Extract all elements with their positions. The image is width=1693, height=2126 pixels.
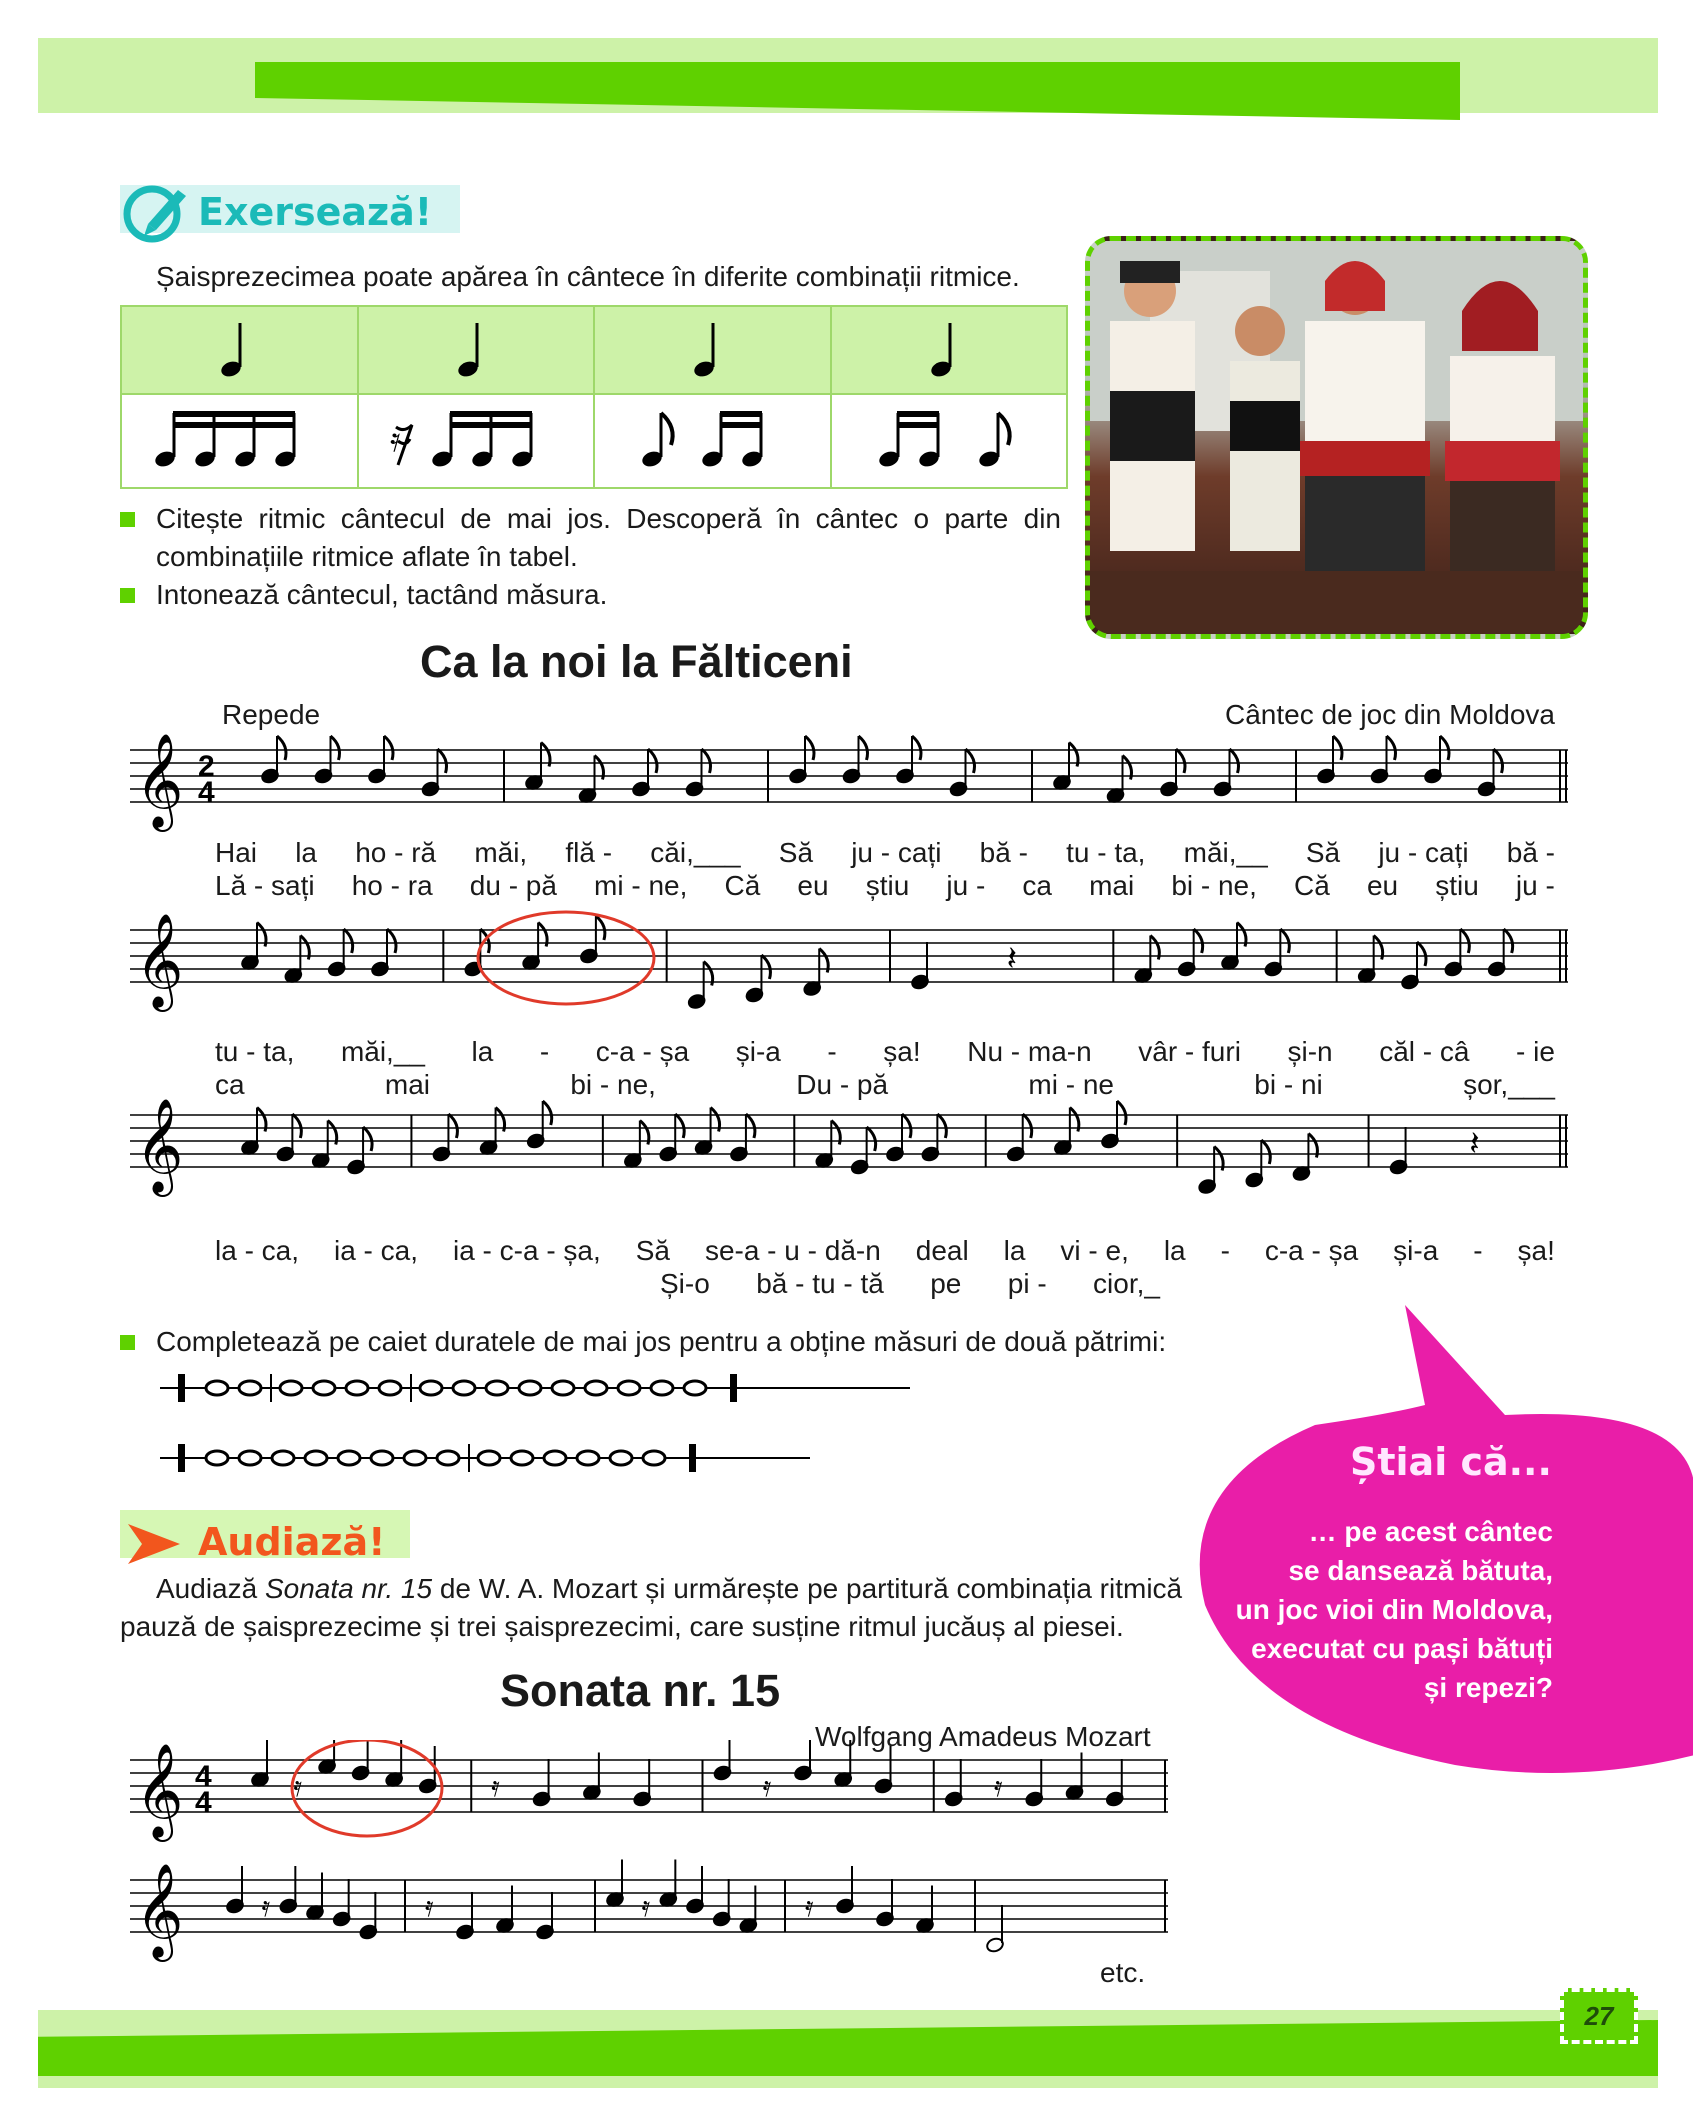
note-flag xyxy=(746,1114,755,1138)
stiai-line: … pe acest cântec xyxy=(1308,1516,1553,1547)
lyric-syllable: măi,__ xyxy=(340,1036,425,1067)
note-flag xyxy=(331,736,340,760)
lyric-syllable: c-a - șa xyxy=(1264,1235,1359,1266)
note-flag xyxy=(448,1114,457,1138)
bullet-text-2: Intonează cântecul, tactând măsura. xyxy=(156,579,608,610)
lyric-syllable: Nu - ma-n xyxy=(967,1036,1092,1067)
durations-exercise xyxy=(150,1368,950,1478)
bullet-icon xyxy=(120,1335,135,1350)
whole-note xyxy=(313,1381,335,1395)
whole-note xyxy=(486,1381,508,1395)
lyric-syllable: Să xyxy=(1305,837,1341,868)
whole-note xyxy=(453,1381,475,1395)
lyric-syllable: - xyxy=(1220,1235,1230,1266)
whole-note xyxy=(544,1451,566,1465)
lyric-syllable: la xyxy=(1163,1235,1186,1266)
note-flag xyxy=(1023,1114,1032,1138)
lyric-syllable: eu xyxy=(797,870,829,901)
final-bar xyxy=(689,1444,696,1472)
lyric-syllable: Că xyxy=(724,870,761,901)
lyric-syllable: vi - e, xyxy=(1060,1235,1129,1266)
lyric-syllable: Du - pă xyxy=(796,1069,889,1100)
sixteenth-rest: 𝄿 xyxy=(805,1891,814,1922)
note-flag xyxy=(966,749,975,773)
rhythm-eighth-two-sixteenths xyxy=(594,394,831,488)
highlight-circle xyxy=(478,912,654,1004)
lyric-syllable: pe xyxy=(930,1268,962,1299)
note-flag xyxy=(867,1127,876,1151)
sixteenth-rest: 𝄿 xyxy=(491,1771,500,1802)
note-flag xyxy=(596,916,605,940)
lyric-syllable: la xyxy=(1003,1235,1026,1266)
lyric-syllable: se-a - u - dă-n xyxy=(704,1235,881,1266)
lyric-syllable: bi - ne, xyxy=(1171,870,1257,901)
lyric-line xyxy=(660,1265,1160,1303)
song-title: Ca la noi la Fălticeni xyxy=(420,636,853,687)
whole-note xyxy=(519,1381,541,1395)
bullet-icon xyxy=(120,512,135,527)
lyric-syllable: du - pă xyxy=(469,870,557,901)
note-flag xyxy=(648,749,657,773)
stiai-line: executat cu pași bătuți xyxy=(1251,1633,1553,1664)
bullet-text-1b: combinațiile ritmice aflate în tabel. xyxy=(156,541,578,572)
note-flag xyxy=(702,749,711,773)
sixteenths-icon xyxy=(612,399,812,479)
lyric-syllable: - xyxy=(539,1036,550,1067)
whole-note xyxy=(206,1381,228,1395)
intro-text: Șaisprezecimea poate apărea în cântece în diferite combinații ritmice. xyxy=(156,261,1020,292)
lyric-syllable: și-n xyxy=(1287,1036,1333,1067)
lyric-syllable: la xyxy=(295,837,317,868)
lyric-syllable: bă - xyxy=(979,837,1028,868)
lyric-syllable: ca xyxy=(215,1069,245,1100)
lyric-syllable: știu xyxy=(865,870,910,901)
final-bar xyxy=(730,1374,737,1402)
treble-clef-icon: 𝄞 xyxy=(135,1865,184,1956)
sixteenths-icon xyxy=(376,399,576,479)
note-flag xyxy=(937,1114,946,1138)
note-flag xyxy=(1194,929,1203,953)
whole-note xyxy=(346,1381,368,1395)
audiaza-line-1: Audiază Sonata nr. 15 de W. A. Mozart și urmărește pe partitură combinația ritmică xyxy=(156,1573,1183,1604)
lyric-syllable: șor,___ xyxy=(1463,1069,1555,1100)
note-flag xyxy=(384,736,393,760)
dancers-photo xyxy=(1085,236,1588,639)
whole-note xyxy=(338,1451,360,1465)
repeat-bar xyxy=(178,1444,185,1472)
lyric-syllable: tu - ta, xyxy=(215,1036,295,1067)
rhythm-quarter-cell xyxy=(831,306,1068,394)
quarter-note-icon xyxy=(209,313,269,383)
sixteenth-rest: 𝄿 xyxy=(994,1771,1003,1802)
rhythm-quarter-cell xyxy=(358,306,595,394)
folk-dancers-illustration xyxy=(1090,241,1583,634)
lyric-syllable: Să xyxy=(635,1235,670,1266)
note-flag xyxy=(1230,749,1239,773)
note-flag xyxy=(1494,749,1503,773)
lyric-syllable: bi - ne, xyxy=(570,1069,656,1100)
note-flag xyxy=(859,736,868,760)
bullet-text-3: Completează pe caiet duratele de mai jos pentru a obține măsuri de două pătrimi: xyxy=(156,1326,1167,1357)
lyric-syllable: deal xyxy=(915,1235,969,1266)
lyric-syllable: și-a xyxy=(735,1036,781,1067)
note-flag xyxy=(1440,736,1449,760)
whole-note xyxy=(206,1451,228,1465)
rhythm-quarter-cell xyxy=(594,306,831,394)
whole-note xyxy=(552,1381,574,1395)
bullet-text-1: Citește ritmic cântecul de mai jos. Descoperă în cântec o parte din xyxy=(156,503,1061,534)
rhythm-table xyxy=(120,305,1068,489)
lyric-syllable: bă - xyxy=(1506,837,1555,868)
note-flag xyxy=(277,736,286,760)
lyric-syllable: ju - cați xyxy=(1378,837,1469,868)
quarter-note-icon xyxy=(446,313,506,383)
sixteenth-rest: 𝄿 xyxy=(762,1771,772,1802)
lyric-syllable: bă - tu - tă xyxy=(756,1268,884,1299)
stiai-text xyxy=(1200,1512,1553,1707)
lyric-syllable: ho - ră xyxy=(355,837,437,868)
lyric-syllable: șa! xyxy=(1517,1235,1555,1266)
lyric-line xyxy=(215,867,1555,905)
time-signature: 4 xyxy=(195,1786,212,1819)
treble-clef-icon: 𝄞 xyxy=(135,735,184,826)
note-flag xyxy=(387,929,396,953)
whole-note xyxy=(379,1381,401,1395)
whole-note xyxy=(239,1451,261,1465)
stiai-line: și repezi? xyxy=(1423,1672,1553,1703)
whole-note xyxy=(511,1451,533,1465)
lyric-syllable: Să xyxy=(778,837,814,868)
sixteenths-icon xyxy=(139,399,339,479)
sixteenth-rest: 𝄿 xyxy=(641,1891,651,1922)
lyric-syllable: la xyxy=(471,1036,494,1067)
sixteenths-icon xyxy=(849,399,1049,479)
time-signature: 4 xyxy=(198,776,215,809)
song-tempo: Repede xyxy=(222,699,321,730)
whole-note xyxy=(478,1451,500,1465)
lyric-syllable: eu xyxy=(1366,870,1399,901)
lyric-syllable: mi - ne, xyxy=(594,870,688,901)
audiaza-line-2: pauză de șaisprezecime și trei șaisprezecimi, care susține ritmul jucăuș al piesei. xyxy=(120,1611,1124,1642)
lyric-syllable: căl - câ xyxy=(1379,1036,1470,1067)
lyric-syllable: șa! xyxy=(883,1036,921,1067)
svg-text:𝄿: 𝄿 xyxy=(389,420,401,459)
note-flag xyxy=(1176,749,1185,773)
rhythm-quarter-cell xyxy=(121,306,358,394)
note-flag xyxy=(438,749,447,773)
quarter-rest: 𝄽 xyxy=(1006,940,1018,978)
lyric-syllable: pi - xyxy=(1007,1268,1047,1299)
time-signature: 2 xyxy=(198,750,215,783)
whole-note xyxy=(437,1451,459,1465)
whole-note xyxy=(585,1381,607,1395)
whole-note xyxy=(684,1381,706,1395)
lyric-syllable: cior,_ xyxy=(1093,1268,1160,1299)
sixteenth-rest: 𝄿 xyxy=(261,1891,271,1922)
note-flag xyxy=(292,1114,301,1138)
song-source: Cântec de joc din Moldova xyxy=(1225,699,1555,730)
lyric-syllable: ia - ca, xyxy=(333,1235,419,1266)
note-flag xyxy=(902,1114,911,1138)
pencil-icon xyxy=(122,180,188,246)
whole-note xyxy=(272,1451,294,1465)
lyric-line xyxy=(215,1066,1555,1104)
lyric-syllable: bi - ni xyxy=(1254,1069,1323,1100)
lyric-syllable: vâr - furi xyxy=(1138,1036,1241,1067)
repeat-bar xyxy=(178,1374,185,1402)
sixteenth-rest: 𝄿 xyxy=(425,1891,434,1922)
lyric-syllable: ca xyxy=(1022,870,1052,901)
lyric-syllable: - ie xyxy=(1516,1036,1555,1067)
note-flag xyxy=(1417,942,1426,966)
note-flag xyxy=(675,1114,684,1138)
note-flag xyxy=(543,1101,552,1125)
whole-note xyxy=(643,1451,665,1465)
whole-note xyxy=(577,1451,599,1465)
play-arrow-icon xyxy=(124,1520,182,1568)
note-flag xyxy=(1460,929,1469,953)
lyric-syllable: ju - xyxy=(946,870,986,901)
lyric-syllable: ju - xyxy=(1515,870,1555,901)
lyric-syllable: mi - ne xyxy=(1028,1069,1114,1100)
lyric-syllable: măi,__ xyxy=(1183,837,1268,868)
lyric-syllable: flă - xyxy=(565,837,613,868)
note-flag xyxy=(912,736,921,760)
lyric-syllable: și-a xyxy=(1393,1235,1439,1266)
note-flag xyxy=(344,929,353,953)
sonata-title: Sonata nr. 15 xyxy=(500,1665,781,1716)
rhythm-rest-three-sixteenths xyxy=(358,394,595,488)
whole-note xyxy=(239,1381,261,1395)
treble-clef-icon: 𝄞 xyxy=(135,1100,184,1191)
whole-note xyxy=(420,1381,442,1395)
note-flag xyxy=(805,736,814,760)
lyric-syllable: tu - ta, xyxy=(1066,837,1146,868)
lyric-syllable: ho - ra xyxy=(351,870,433,901)
stiai-title: Știai că... xyxy=(1350,1440,1552,1484)
section-audiaza: Audiază! xyxy=(198,1520,386,1564)
time-signature: 4 xyxy=(195,1760,212,1793)
note-flag xyxy=(1333,736,1342,760)
lyric-syllable: - xyxy=(827,1036,837,1067)
lyric-syllable: știu xyxy=(1435,870,1479,901)
lyric-syllable: ia - c-a - șa, xyxy=(452,1235,601,1266)
quarter-note-icon xyxy=(682,313,742,383)
quarter-rest: 𝄽 xyxy=(1469,1125,1480,1163)
whole-note xyxy=(305,1451,327,1465)
sonata-etc: etc. xyxy=(1100,1957,1146,1988)
lyric-syllable: ju - cați xyxy=(851,837,942,868)
lyric-syllable: - xyxy=(1473,1235,1483,1266)
bullet-icon xyxy=(120,588,135,603)
sonata-score xyxy=(0,1740,1693,2010)
note-flag xyxy=(761,955,770,979)
rhythm-two-sixteenths-eighth xyxy=(831,394,1068,488)
stiai-line: se dansează bătuta, xyxy=(1288,1555,1553,1586)
treble-clef-icon: 𝄞 xyxy=(135,915,184,1006)
quarter-note-icon xyxy=(919,313,979,383)
lyric-syllable: măi, xyxy=(474,837,528,868)
note-flag xyxy=(363,1127,372,1151)
rhythm-four-sixteenths xyxy=(121,394,358,488)
whole-note xyxy=(618,1381,640,1395)
whole-note xyxy=(404,1451,426,1465)
lyric-syllable: Lă - sați xyxy=(215,870,315,901)
lyric-syllable: la - ca, xyxy=(215,1235,300,1266)
lyric-syllable: căi,___ xyxy=(650,837,741,868)
note-flag xyxy=(1280,929,1289,953)
treble-clef-icon: 𝄞 xyxy=(135,1745,184,1836)
lyric-syllable: Că xyxy=(1294,870,1330,901)
lyric-syllable: c-a - șa xyxy=(595,1036,690,1067)
whole-note xyxy=(651,1381,673,1395)
page-number: 27 xyxy=(1560,1988,1638,2044)
note-flag xyxy=(1261,1140,1270,1164)
sixteenth-rest: 𝄿 xyxy=(293,1771,303,1802)
note-flag xyxy=(1117,1101,1126,1125)
lyric-syllable: Și-o xyxy=(660,1268,710,1299)
stiai-line: un joc vioi din Moldova, xyxy=(1235,1594,1553,1625)
lyric-syllable: mai xyxy=(1089,870,1135,901)
whole-note xyxy=(280,1381,302,1395)
note-flag xyxy=(1387,736,1396,760)
whole-note xyxy=(371,1451,393,1465)
lyric-syllable: Hai xyxy=(215,837,258,868)
whole-note xyxy=(610,1451,632,1465)
lyric-syllable: mai xyxy=(384,1069,431,1100)
sonata-composer: Wolfgang Amadeus Mozart xyxy=(815,1721,1151,1752)
note-flag xyxy=(1504,929,1513,953)
section-exerseaza: Exersează! xyxy=(198,190,433,234)
